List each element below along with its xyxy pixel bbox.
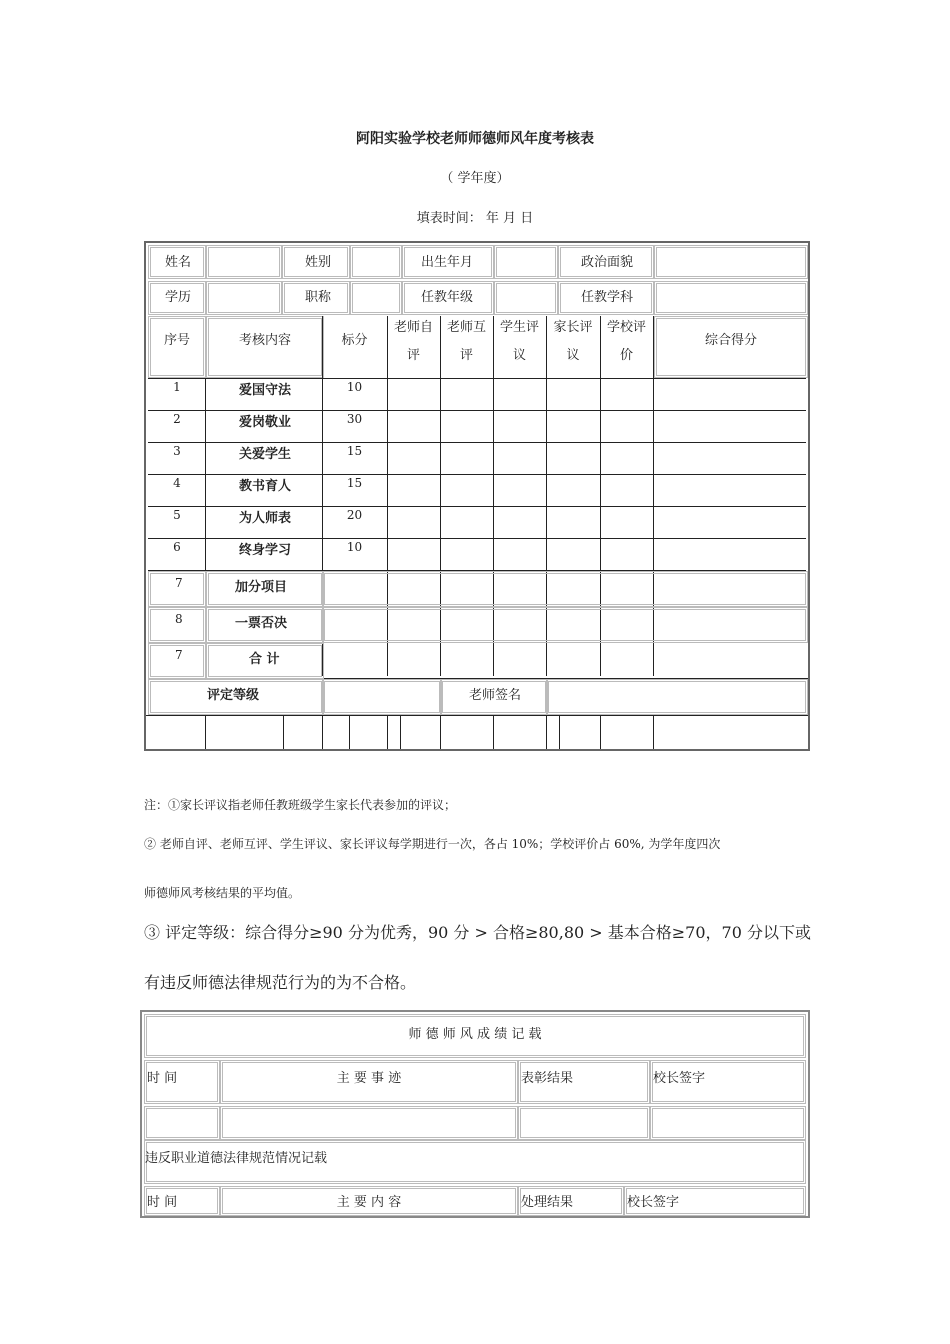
grid-line [600, 715, 601, 749]
row-no: 3 [173, 444, 181, 458]
politics-field[interactable] [654, 245, 808, 279]
birth-field[interactable] [494, 245, 558, 279]
header-no: 序号 [163, 333, 190, 348]
birth-label-cell [402, 245, 494, 279]
record-title: 师 德 师 风 成 绩 记 载 [408, 1027, 542, 1042]
title-label: 职称 [305, 290, 332, 305]
header-school-2: 价 [619, 348, 633, 363]
grid-line [283, 715, 284, 749]
name-field[interactable] [206, 245, 282, 279]
grid-line [440, 715, 441, 749]
record-title-cell [144, 1014, 806, 1058]
record-table [140, 1010, 810, 1218]
note-2-cont: 师德师风考核结果的平均值。 [144, 886, 301, 900]
handle-result-label: 处理结果 [521, 1195, 574, 1210]
grade-label-cell [148, 679, 324, 715]
veto-field[interactable] [322, 607, 808, 643]
row-no: 8 [175, 612, 183, 626]
page-title: 阿阳实验学校老师师德师风年度考核表 [356, 131, 594, 147]
gender-label: 姓别 [305, 255, 332, 270]
subject-label-cell [558, 281, 654, 315]
fill-time: 填表时间： 年 月 日 [416, 211, 534, 226]
name-label-cell [148, 245, 206, 279]
name-label: 姓名 [165, 255, 192, 270]
principal-sign2-label: 校长签字 [627, 1195, 680, 1210]
violation-title: 违反职业道德法律规范情况记载 [145, 1151, 328, 1166]
header-peer-2: 评 [459, 348, 473, 363]
header-self-2: 评 [406, 348, 420, 363]
header-parent-1: 家长评 [553, 320, 593, 335]
row-score: 30 [346, 412, 363, 426]
row-item: 爱岗敬业 [238, 415, 291, 430]
grid-line [546, 715, 547, 749]
grid-line [322, 715, 323, 749]
sign-label-cell [440, 679, 548, 715]
content2-label-cell [220, 1186, 518, 1216]
subject-field[interactable] [654, 281, 808, 315]
principal-sign2-label-cell [624, 1186, 806, 1216]
extra-no-cell [148, 643, 206, 679]
education-field[interactable] [206, 281, 282, 315]
extra-item-cell [206, 607, 324, 643]
principal-sign-label-cell [650, 1060, 806, 1104]
assessment-table [144, 241, 810, 751]
row-score: 10 [346, 380, 363, 394]
row-item: 终身学习 [238, 543, 291, 558]
grid-line [146, 715, 808, 716]
extra-item-cell [206, 643, 324, 679]
header-self-1: 老师自 [393, 320, 433, 335]
bonus-field[interactable] [322, 571, 808, 607]
note-2: ② 老师自评、老师互评、学生评议、家长评议每学期进行一次，各占 10%；学校评价占 60%, 为学年度四次 [144, 837, 721, 851]
row-item: 为人师表 [238, 511, 291, 526]
principal-sign-label: 校长签字 [653, 1071, 706, 1086]
header-content: 考核内容 [238, 333, 291, 348]
row-no: 6 [173, 540, 181, 554]
politics-label: 政治面貌 [581, 255, 634, 270]
grid-line [559, 715, 560, 749]
deeds-label: 主 要 事 迹 [336, 1071, 402, 1086]
title-label-cell [282, 281, 350, 315]
extra-no-cell [148, 571, 206, 607]
row-no: 5 [173, 508, 181, 522]
result-label: 表彰结果 [521, 1071, 574, 1086]
note-3-cont: 有违反师德法律规范行为的为不合格。 [144, 973, 417, 992]
sign-field[interactable] [546, 679, 808, 715]
row-score: 15 [346, 444, 363, 458]
grid-line [387, 715, 388, 749]
school-year: （ 学年度） [440, 171, 510, 186]
sign-label: 老师签名 [469, 688, 522, 703]
row-item: 教书育人 [238, 479, 291, 494]
gender-label-cell [282, 245, 350, 279]
result-label-cell [518, 1060, 650, 1104]
time2-label-cell [144, 1186, 220, 1216]
row-no: 4 [173, 476, 181, 490]
violation-title-cell [144, 1140, 806, 1184]
extra-no-cell [148, 607, 206, 643]
time-label: 时 间 [147, 1071, 178, 1086]
time2-label: 时 间 [147, 1195, 178, 1210]
education-label: 学历 [165, 290, 192, 305]
content2-label: 主 要 内 容 [336, 1195, 402, 1210]
grade-field[interactable] [322, 679, 442, 715]
extra-item-cell [206, 571, 324, 607]
header-student-1: 学生评 [499, 320, 539, 335]
deeds-field[interactable] [220, 1106, 518, 1140]
row-item: 加分项目 [235, 580, 288, 595]
row-score: 20 [346, 508, 363, 522]
row-item: 一票否决 [235, 616, 288, 631]
header-student-2: 议 [512, 348, 526, 363]
grid-line [653, 715, 654, 749]
header-parent-2: 议 [566, 348, 580, 363]
gender-field[interactable] [350, 245, 402, 279]
row-item: 合 计 [249, 652, 280, 667]
grade-label-cell [402, 281, 494, 315]
header-total: 综合得分 [704, 333, 757, 348]
grid-line [400, 715, 401, 749]
note-1: 注：①家长评议指老师任教班级学生家长代表参加的评议； [144, 798, 457, 812]
row-no: 2 [173, 412, 181, 426]
grade-field[interactable] [494, 281, 558, 315]
header-score: 标分 [341, 333, 368, 348]
row-no: 1 [173, 380, 181, 394]
result-field[interactable] [518, 1106, 650, 1140]
grid-line [493, 715, 494, 749]
education-label-cell [148, 281, 206, 315]
birth-label: 出生年月 [421, 255, 474, 270]
header-peer-1: 老师互 [446, 320, 486, 335]
time-field[interactable] [144, 1106, 220, 1140]
grade-label: 任教年级 [421, 290, 474, 305]
row-item: 爱国守法 [238, 383, 291, 398]
subject-label: 任教学科 [581, 290, 634, 305]
grid-line [349, 715, 350, 749]
note-3: ③ 评定等级：综合得分≥90 分为优秀，90 分 > 合格≥80,80 > 基本合格≥70，70 分以下或 [144, 923, 811, 942]
row-score: 15 [346, 476, 363, 490]
grade-label: 评定等级 [207, 688, 260, 703]
handle-result-label-cell [518, 1186, 624, 1216]
header-school-1: 学校评 [606, 320, 646, 335]
row-no: 7 [175, 576, 183, 590]
principal-sign-field[interactable] [650, 1106, 806, 1140]
title-field[interactable] [350, 281, 402, 315]
row-no: 7 [175, 648, 183, 662]
deeds-label-cell [220, 1060, 518, 1104]
row-item: 关爱学生 [238, 447, 291, 462]
politics-label-cell [558, 245, 654, 279]
time-label-cell [144, 1060, 220, 1104]
grid-line [205, 715, 206, 749]
row-score: 10 [346, 540, 363, 554]
